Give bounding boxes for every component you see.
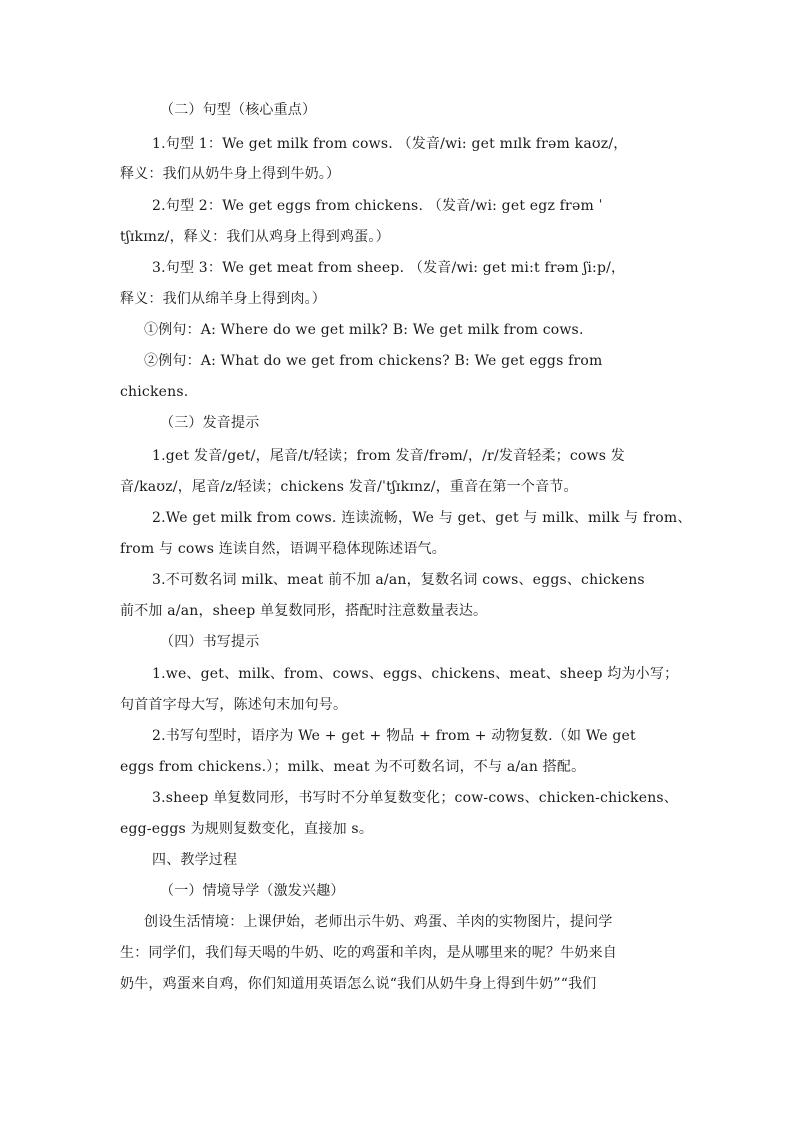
pattern-1-meaning: 释义：我们从奶牛身上得到牛奶。）: [120, 166, 341, 182]
writing-tip-2-continued: eggs from chickens.）；milk、meat 为不可数名词，不与 a/an 搭配。: [120, 759, 586, 775]
body-paragraph-line-3: 奶牛，鸡蛋来自鸡，你们知道用英语怎么说“我们从奶牛身上得到牛奶”“我们: [120, 976, 597, 992]
example-2-continued: chickens.: [120, 384, 189, 400]
example-2: ②例句：A: What do we get from chickens? B: We get eggs from: [144, 353, 603, 369]
writing-tip-3-continued: egg-eggs 为规则复数变化，直接加 s。: [120, 821, 374, 837]
pattern-2-meaning: tʃɪkɪnz/，释义：我们从鸡身上得到鸡蛋。）: [120, 229, 390, 245]
writing-tip-1-continued: 句首首字母大写，陈述句末加句号。: [120, 697, 348, 713]
pronunciation-tip-2-continued: from 与 cows 连读自然，语调平稳体现陈述语气。: [120, 541, 446, 557]
pattern-1-line: 1.句型 1：We get milk from cows. （发音/wi: get mɪlk frəm kaʊz/，: [152, 136, 628, 152]
section-heading-writing: （四）书写提示: [160, 634, 260, 650]
pronunciation-tip-2: 2.We get milk from cows. 连读流畅，We 与 get、get 与 milk、milk 与 from、: [152, 510, 692, 526]
section-heading-teaching-process: 四、教学过程: [152, 852, 238, 868]
subsection-heading-situational: （一）情境导学（激发兴趣）: [160, 883, 345, 899]
section-heading-pronunciation: （三）发音提示: [160, 415, 260, 431]
pronunciation-tip-3-continued: 前不加 a/an，sheep 单复数同形，搭配时注意数量表达。: [120, 603, 488, 619]
pattern-2-line: 2.句型 2：We get eggs from chickens. （发音/wi: get egz frəm ˈ: [152, 198, 603, 214]
body-paragraph-line-1: 创设生活情境：上课伊始，老师出示牛奶、鸡蛋、羊肉的实物图片，提问学: [144, 914, 613, 930]
pronunciation-tip-1-continued: 音/kaʊz/，尾音/z/轻读；chickens 发音/ˈtʃɪkɪnz/，重音在第一个音节。: [120, 479, 578, 495]
pattern-3-meaning: 释义：我们从绵羊身上得到肉。）: [120, 291, 326, 307]
pattern-3-line: 3.句型 3：We get meat from sheep. （发音/wi: get mi:t frəm ʃi:p/，: [152, 260, 626, 276]
section-heading-sentence-patterns: （二）句型（核心重点）: [160, 102, 317, 118]
example-1: ①例句：A: Where do we get milk? B: We get milk from cows.: [144, 322, 584, 338]
writing-tip-1: 1.we、get、milk、from、cows、eggs、chickens、meat、sheep 均为小写；: [152, 666, 679, 682]
pronunciation-tip-3: 3.不可数名词 milk、meat 前不加 a/an，复数名词 cows、eggs、chickens: [152, 572, 645, 588]
pronunciation-tip-1: 1.get 发音/get/，尾音/t/轻读；from 发音/frəm/，/r/发音轻柔；cows 发: [152, 448, 625, 464]
writing-tip-2: 2.书写句型时，语序为 We + get + 物品 + from + 动物复数.（如 We get: [152, 728, 636, 744]
body-paragraph-line-2: 生：同学们，我们每天喝的牛奶、吃的鸡蛋和羊肉，是从哪里来的呢？牛奶来自: [120, 945, 617, 961]
writing-tip-3: 3.sheep 单复数同形，书写时不分单复数变化；cow-cows、chicken-chickens、: [152, 790, 678, 806]
